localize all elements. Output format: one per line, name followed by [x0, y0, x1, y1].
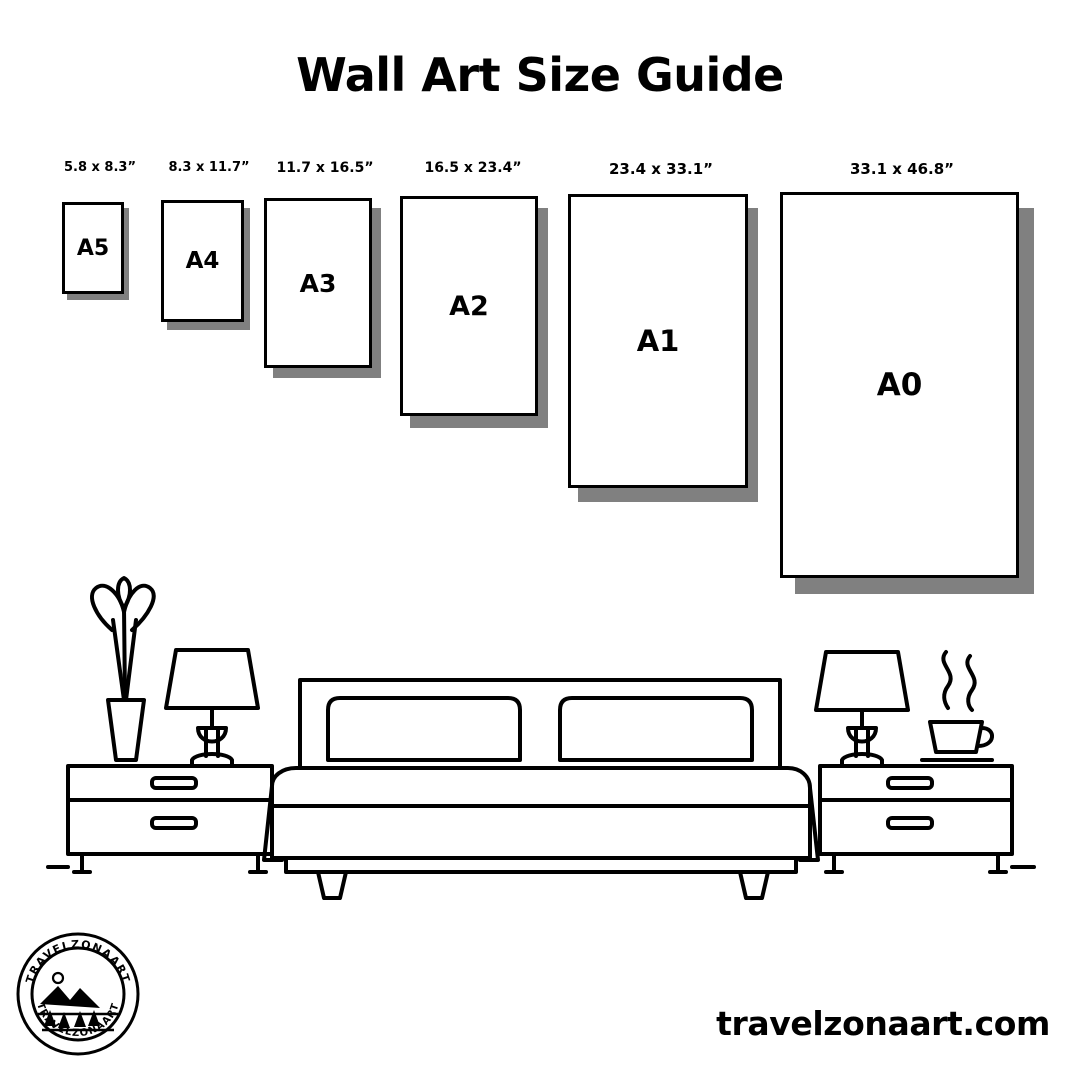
site-url[interactable]: travelzonaart.com: [716, 1004, 1050, 1043]
frame-label-a5: A5: [76, 235, 110, 261]
right-lamp: [816, 652, 908, 766]
frame-group-a4: [150, 160, 268, 340]
brand-logo[interactable]: [14, 930, 142, 1058]
frame-group-a1: [556, 160, 766, 500]
frame-dims-a3: 11.7 x 16.5”: [276, 160, 374, 176]
frame-dims-a5: 5.8 x 8.3”: [63, 160, 137, 175]
page-title: Wall Art Size Guide: [296, 48, 784, 102]
plant-decor: [92, 578, 154, 760]
frame-dims-a4: 8.3 x 11.7”: [168, 160, 250, 175]
frame-label-a3: A3: [299, 268, 337, 298]
frame-size-row: [0, 160, 1080, 600]
frame-label-a0: A0: [876, 367, 923, 403]
left-lamp: [166, 650, 258, 766]
frame-label-a4: A4: [185, 248, 220, 274]
frame-box-a3[interactable]: [264, 198, 372, 368]
frame-dims-a0: 33.1 x 46.8”: [850, 160, 954, 178]
svg-text:TRAVELZONAART: TRAVELZONAART: [34, 1001, 122, 1040]
frame-dims-a2: 16.5 x 23.4”: [424, 160, 522, 176]
frame-box-a4[interactable]: [161, 200, 244, 322]
left-nightstand: [68, 766, 272, 872]
coffee-cup: [922, 652, 992, 760]
right-nightstand: [820, 766, 1012, 872]
frame-group-a5: [52, 160, 148, 320]
frame-box-a2[interactable]: [400, 196, 538, 416]
bed: [264, 680, 818, 898]
frame-box-a0[interactable]: [780, 192, 1019, 578]
bedroom-illustration: [0, 560, 1080, 920]
frame-box-a1[interactable]: [568, 194, 748, 488]
frame-group-a0: [767, 160, 1037, 600]
frame-group-a3: [255, 160, 395, 390]
frame-label-a1: A1: [636, 324, 680, 358]
frame-label-a2: A2: [449, 290, 489, 322]
svg-text:TRAVELZONAART: TRAVELZONAART: [23, 937, 133, 985]
frame-group-a2: [389, 160, 557, 435]
frame-box-a5[interactable]: [62, 202, 124, 294]
frame-dims-a1: 23.4 x 33.1”: [609, 160, 713, 178]
